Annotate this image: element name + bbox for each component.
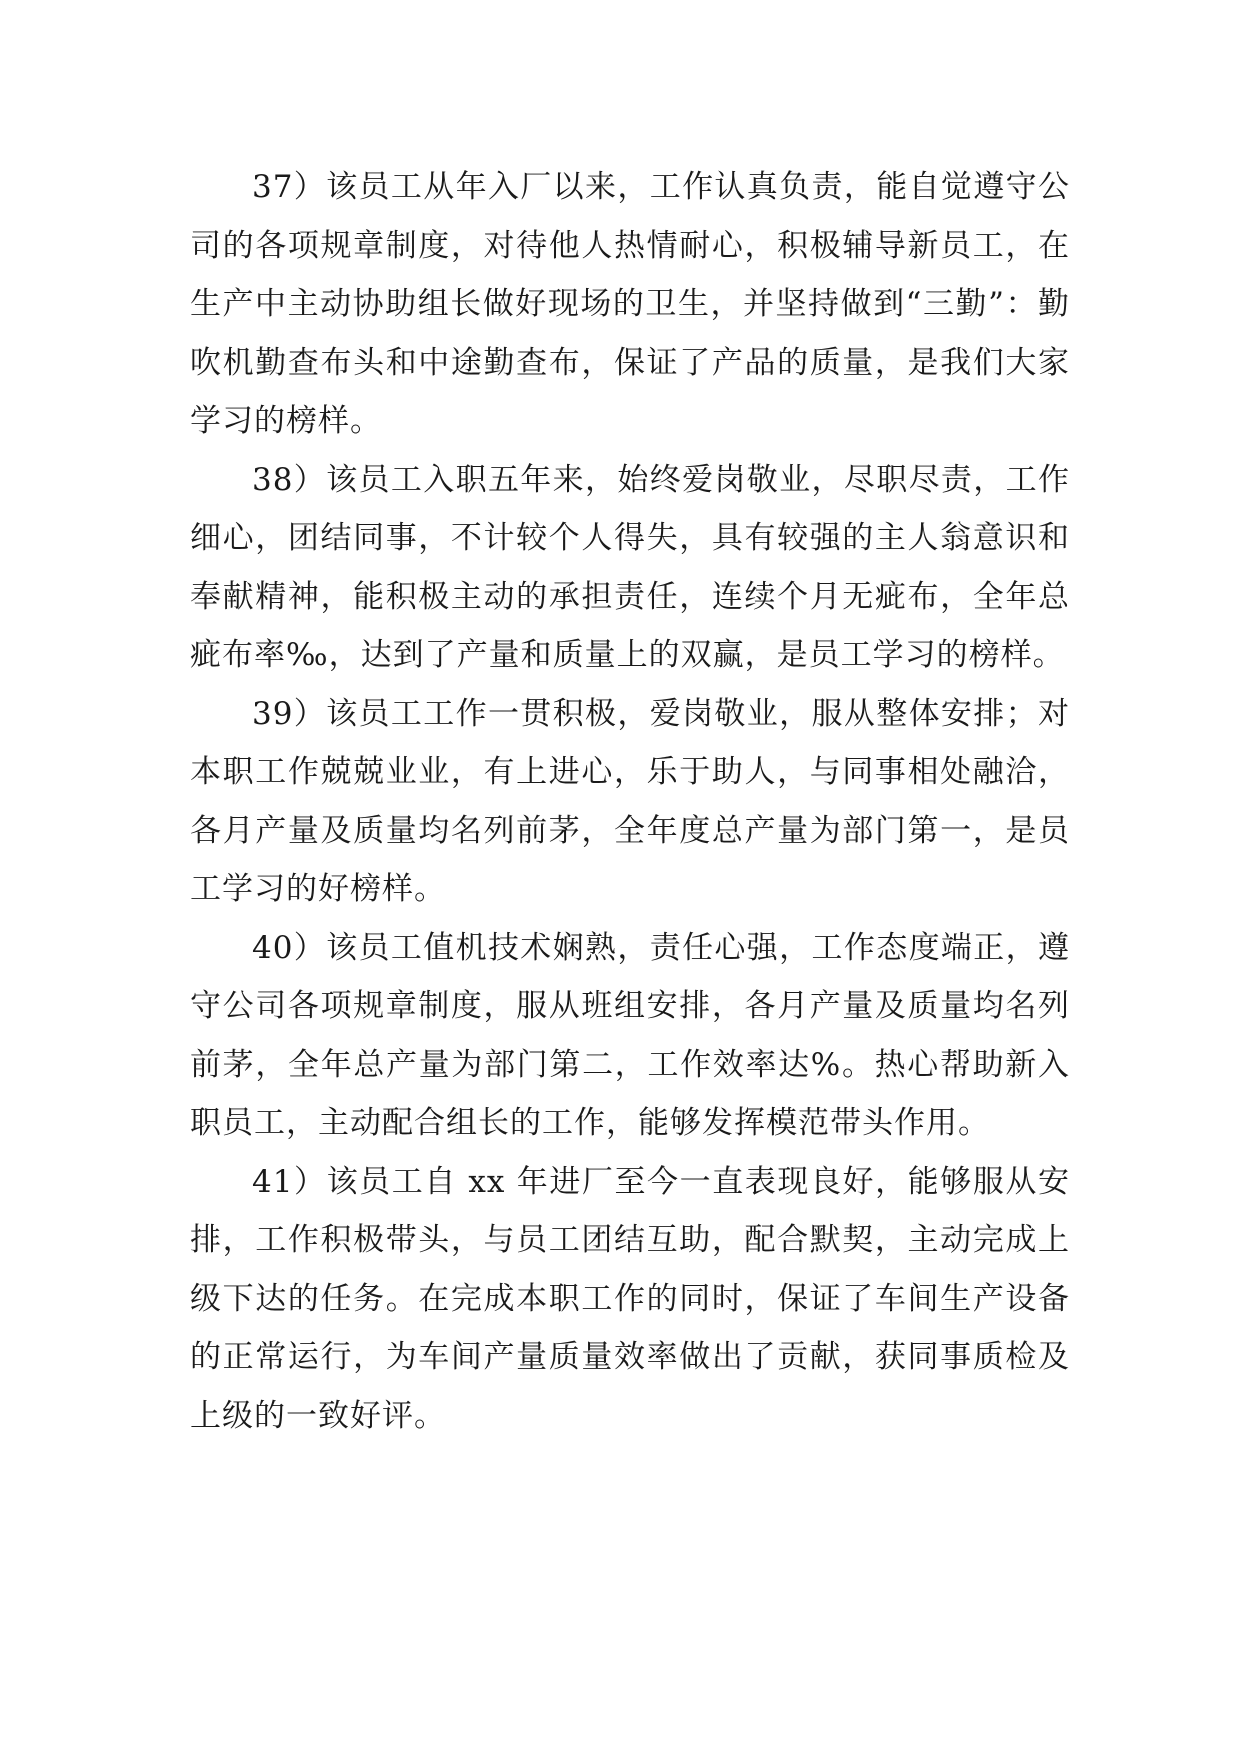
paragraph-39: 39）该员工工作一贯积极，爱岗敬业，服从整体安排；对本职工作兢兢业业，有上进心，乐于助人，与同事相处融洽，各月产量及质量均名列前茅，全年度总产量为部门第一，是员工学习的好榜样。 [190, 695, 1070, 907]
document-body [190, 158, 1070, 1445]
paragraph-40: 40）该员工值机技术娴熟，责任心强，工作态度端正，遵守公司各项规章制度，服从班组安排，各月产量及质量均名列前茅，全年总产量为部门第二，工作效率达%。热心帮助新入职员工，主动配合组长的工作，能够发挥模范带头作用。 [190, 929, 1070, 1141]
paragraph-37: 37）该员工从年入厂以来，工作认真负责，能自觉遵守公司的各项规章制度，对待他人热情耐心，积极辅导新员工，在生产中主动协助组长做好现场的卫生，并坚持做到“三勤”：勤吹机勤查布头和中途勤查布，保证了产品的质量，是我们大家学习的榜样。 [190, 169, 1070, 439]
paragraph-38: 38）该员工入职五年来，始终爱岗敬业，尽职尽责，工作细心，团结同事，不计较个人得失，具有较强的主人翁意识和奉献精神，能积极主动的承担责任，连续个月无疵布，全年总疵布率‰，达到了产量和质量上的双赢，是员工学习的榜样。 [190, 461, 1070, 673]
paragraph-41: 41）该员工自 xx 年进厂至今一直表现良好，能够服从安排，工作积极带头，与员工团结互助，配合默契，主动完成上级下达的任务。在完成本职工作的同时，保证了车间生产设备的正常运行，为车间产量质量效率做出了贡献，获同事质检及上级的一致好评。 [190, 1163, 1070, 1434]
